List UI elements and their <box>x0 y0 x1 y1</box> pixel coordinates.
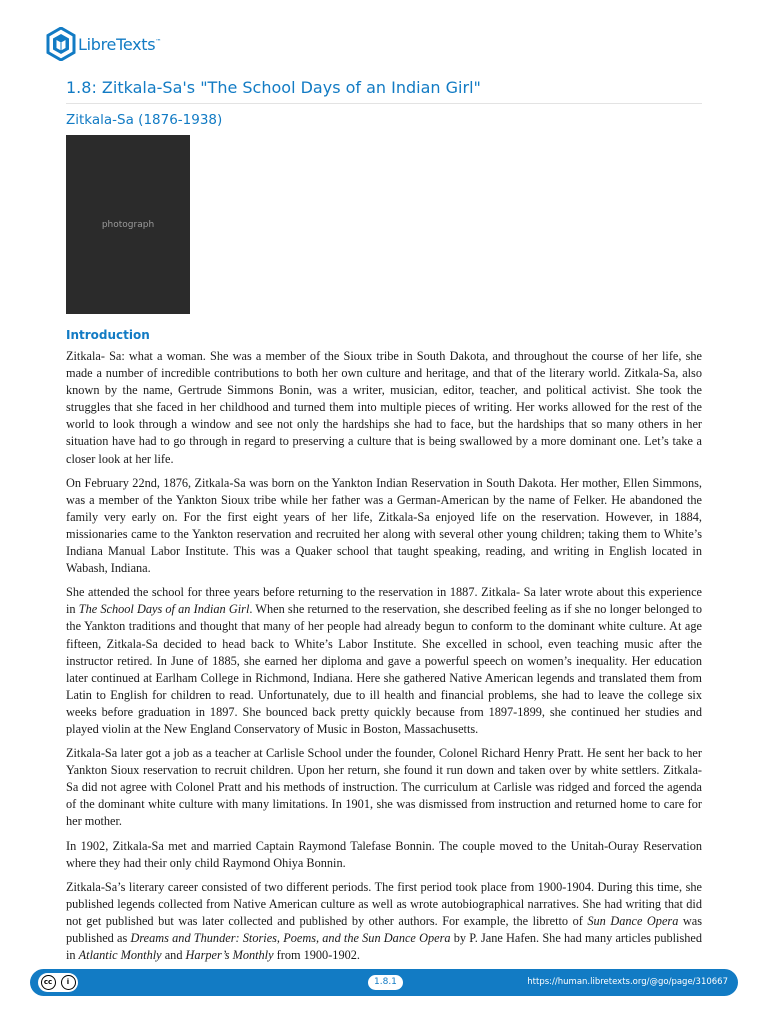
section-heading-introduction: Introduction <box>66 328 150 342</box>
paragraph-4: Zitkala-Sa later got a job as a teacher at Carlisle School under the founder, Colonel Richard Henry Pratt. He sent her back to her Yankton Sioux reservation to recruit children. Upon her return, she found it run down and taken over by white settlers. Zitkala-Sa did not agree with Colonel Pratt and his methods of instruction. The curriculum at Carlisle was ridged and forced the agenda of the dominant white culture with many limitations. In 1901, she was dismissed from instruction and returned home to care for her mother. <box>66 746 702 829</box>
paragraph-6: Zitkala-Sa’s literary career consisted of two different periods. The first period took place from 1900-1904. During this time, she published legends collected from Native American culture as well as wrote autobiographical narratives. She had writing that did not get published but was later collected and published by other authors. For example, the libretto of Sun Dance Opera was published as Dreams and Thunder: Stories, Poems, and the Sun Dance Opera by P. Jane Hafen. She had many articles published in Atlantic Monthly and Harper’s Monthly from 1900-1902. <box>66 879 702 963</box>
cc-license-badge[interactable] <box>38 973 78 992</box>
work-title: The School Days of an Indian Girl <box>78 602 250 617</box>
author-heading: Zitkala-Sa (1876-1938) <box>66 112 223 128</box>
paragraph-2: On February 22nd, 1876, Zitkala-Sa was born on the Yankton Indian Reservation in South Dakota. Her mother, Ellen Simmons, was a member of the Yankton Sioux tribe while her father was a German-American by the name of Felker. He abandoned the family very early on. For the first eight years of her life, Zitkala-Sa enjoyed life on the reservation. However, in 1884, missionaries came to the Yankton reservation and recruited her along with several other young children; taking them to White’s Indiana Manual Labor Institute. This was a Quaker school that taught speaking, reading, and writing in English located in Wabash, Indiana. <box>66 475 702 576</box>
publication-title: Harper’s Monthly <box>185 948 274 963</box>
libretexts-logo-icon <box>46 27 76 61</box>
logo-wordmark: LibreTexts™ <box>78 34 161 54</box>
page-footer <box>30 969 738 996</box>
page-url-link[interactable]: https://human.libretexts.org/@go/page/310667 <box>527 977 728 987</box>
article-body <box>66 348 702 971</box>
page-number: 1.8.1 <box>368 975 403 990</box>
photograph-icon: photograph <box>101 219 155 230</box>
portrait-photo <box>66 135 190 314</box>
creative-commons-icon: cc <box>41 975 56 990</box>
libretexts-logo[interactable] <box>46 27 161 61</box>
paragraph-1: Zitkala- Sa: what a woman. She was a member of the Sioux tribe in South Dakota, and throughout the course of her life, she made a number of incredible contributions to both her own culture and heritage, and that of the literary world. Zitkala-Sa, also known by the name, Gertrude Simmons Bonin, was a writer, musician, editor, teacher, and political activist. She took the struggles that she faced in her childhood and turned them into multiple pieces of writing. Her works allowed for the rest of the world to look through a window and see not only the hardships she had to face, but the hardships that so many others in her situation have had to go through in regard to preserving a culture that is being swallowed by a more dominant one. Let’s take a closer look at her life. <box>66 349 702 466</box>
attribution-icon: i <box>61 975 76 990</box>
work-title: Sun Dance Opera <box>587 913 679 928</box>
publication-title: Atlantic Monthly <box>78 948 162 963</box>
paragraph-5: In 1902, Zitkala-Sa met and married Captain Raymond Talefase Bonnin. The couple moved to the Unitah-Ouray Reservation where they had their only child Raymond Ohiya Bonnin. <box>66 838 702 870</box>
work-title: Dreams and Thunder: Stories, Poems, and the Sun Dance Opera <box>130 931 451 945</box>
paragraph-3: She attended the school for three years before returning to the reservation in 1887. Zitkala- Sa later wrote about this experience in The School Days of an Indian Girl. When she returned to the reservation, she described feeling as if she no longer belonged to the Yankton traditions and thought that many of her people had already begun to conform to the dominant white culture. At age fifteen, Zitkala-Sa decided to head back to White’s Labor Institute. She excelled in school, even teaching music after the instructor retired. In June of 1885, she earned her diploma and gave a powerful speech on women’s inequality. Her education later continued at Earlham College in Richmond, Indiana. Here she gathered Native American legends and translated them from Latin to English for children to read. Unfortunately, due to ill health and financial problems, she had to leave the college six weeks before graduation in 1897. She bounced back pretty quickly because from 1897-1899, she continued her studies and played violin at the New England Conservatory of Music in Boston, Massachusetts. <box>66 585 702 736</box>
page-title: 1.8: Zitkala-Sa's "The School Days of an Indian Girl" <box>66 78 702 104</box>
